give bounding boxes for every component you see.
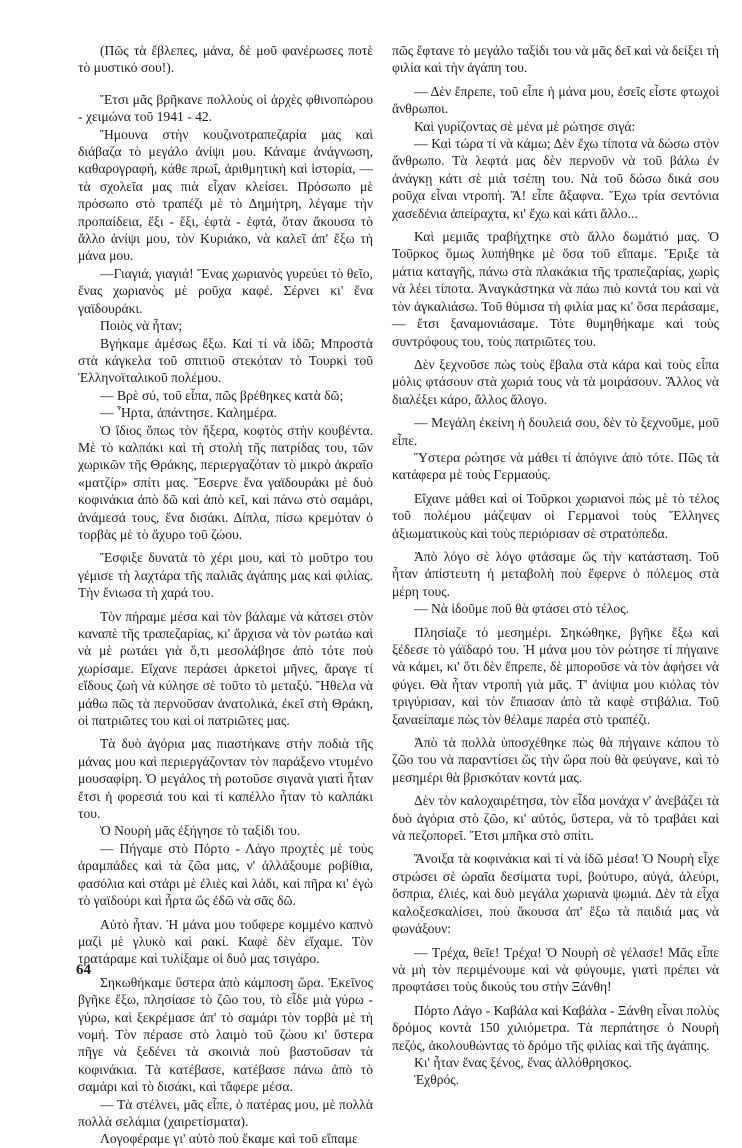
paragraph: Πλησίαζε τὸ μεσημέρι. Σηκώθηκε, βγῆκε ἔξω καὶ ξέδεσε τὸ γάϊδαρό του. Ἡ μάνα μου τὸν ρώτησε τί πήγαινε νὰ κάμει, κι' ὅτι δὲν ἔπρεπε, δὲ μποροῦσε νὰ τὸν ἀφήσει νὰ φύγει. Θὰ ἦταν ντροπὴ γιὰ μᾶς. Τ' ἀνίψια μου κιόλας τὸν τριγύρισαν, καὶ τὸν ἔπιασαν ἀπὸ τὰ καφὲ στιβάλια. Τοῦ ξαναείπαμε πὼς τὸν θέλαμε παρέα στὸ τραπέζι. (392, 624, 719, 727)
paragraph: Καὶ γυρίζοντας σὲ μένα μὲ ρώτησε σιγά: (414, 118, 636, 134)
paragraph: Πόρτο Λάγο - Καβάλα καὶ Καβάλα - Ξάνθη εἶναι πολὺς δρόμος κοντὰ 150 χιλιόμετρα. Τὰ περπάτησε ὁ Νουρὴ πεζός, ἀκολουθώντας τὸ δρόμο τῆς φιλίας καὶ τῆς ἀγάπης. (392, 1002, 719, 1053)
paragraph: Ποιὸς νὰ ἦταν; (100, 318, 183, 334)
paragraph: — Καὶ τώρα τί νὰ κάμω; Δὲν ἔχω τίποτα νὰ δώσω στὸν ἄνθρωπο. Τὰ λεφτά μας δὲν περνοῦν νὰ τοῦ βάλω ἐν ἀνάγκῃ κάτι σὲ μιὰ τσέπη του. Νὰ τοῦ δώσω δικά σου ροῦχα εἶναι ντροπή. Ἄ! εἶπε ἄξαφνα. Ἔχω τρία σεντόνια χασεδένια ἀπείραχτα, κι' ἔχω καὶ κάτι ἄλλο... (392, 136, 719, 221)
page-number: 64 (76, 962, 91, 978)
paragraph: — Δὲν ἔπρεπε, τοῦ εἶπε ἡ μάνα μου, ἐσεῖς εἶστε φτωχοὶ ἄνθρωποι. (392, 83, 719, 117)
paragraph: Ὁ ἴδιος ὅπως τὸν ἤξερα, κοφτὸς στὴν κουβέντα. Μὲ τὸ καλπάκι καὶ τὴ στολὴ τῆς πατρίδας του, τῶν χωρικῶν τῆς Θράκης, περιεργαζόταν τὸ μικρὸ ἀκραῖο «ματζίρ» σπίτι μας. Ἔσερνε ἕνα γαϊδουράκι μὲ δυὸ κοφινάκια ἀπὸ δῶ καὶ ἀπὸ κεῖ, καὶ πάνω στὸ σαμάρι, ἀνάμεσά τους, ἕνα δισάκι. Δίπλα, πίσω κρεμόταν ὁ τορβὰς μὲ τὸ ἄχυρο τοῦ ζώου. (78, 422, 373, 542)
paragraph: Ἄνοιξα τὰ κοφινάκια καὶ τί νὰ ἰδῶ μέσα! Ὁ Νουρὴ εἶχε στρώσει σὲ ὡραῖα δεσίματα τυρί, βούτυρο, αὐγά, ἀλεύρι, ὄσπρια, ἐλιές, καὶ δυὸ μεγάλα χωριανὰ ψωμιά. Δὲν τὰ εἶχα καλοξεσκαλίσει, ποὺ ἄκουσα ἀπ' ἔξω τὰ παιδιά μας νὰ φωνάξουν: (392, 851, 719, 937)
paragraph: Ὁ Νουρὴ μᾶς ἐξήγησε τὸ ταξίδι του. (100, 823, 301, 839)
paragraph: — Τρέχα, θεῖε! Τρέχα! Ὁ Νουρὴ σὲ γέλασε! Μᾶς εἶπε νὰ μὴ τὸν περιμένουμε καὶ νὰ φύγουμε, γιατὶ πρέπει νὰ προφτάσει τοὺς δικούς του στὴν Ξάνθη! (392, 944, 719, 995)
paragraph: Καὶ μεμιᾶς τραβήχτηκε στὸ ἄλλο δωμάτιό μας. Ὁ Τοῦρκος ὅμως λυπήθηκε μὲ ὅσα τοῦ εἴπαμε. Ἔριξε τὰ μάτια καταγῆς, πάνω στὰ πλακάκια τῆς τραπεζαρίας, χωρὶς νὰ λέει τίποτα. Ἀναγκάστηκα νὰ πάω πιὸ κοντά του καὶ νὰ τὸν ἀγκαλιάσω. Τοῦ θύμισα τὴ φιλία μας κι' ὅσα περάσαμε, — ἔτσι ξαναμονιάσαμε. Τότε θυμηθήκαμε καὶ τοὺς συντρόφους του, τοὺς πατριῶτες του. (392, 229, 719, 349)
paragraph: — Νὰ ἰδοῦμε ποῦ θὰ φτάσει στὸ τέλος. (414, 601, 629, 617)
paragraph: Τὰ δυὸ ἀγόρια μας πιαστήκανε στὴν ποδιὰ τῆς μάνας μου καὶ περιεργάζονταν τὸν παράξενο ντυμένο μουσαφίρη. Ὁ μεγάλος τὴ ρωτοῦσε σιγανὰ γιατὶ ἦταν ἔτσι ἡ φορεσιά του καὶ τί καπέλλο ἦταν τὸ καλπάκι του. (78, 736, 373, 822)
paragraph: Αὐτὸ ἦταν. Ἡ μάνα μου τοὔφερε κομμένο καπνὸ μαζὶ μὲ γλυκὸ καὶ ρακί. Καφὲ δὲν εἴχαμε. Τὸν τρατάραμε καὶ τυλίξαμε οἱ δυό μας τσιγάρο. (78, 916, 373, 967)
paragraph: — Τὰ στέλνει, μᾶς εἶπε, ὁ πατέρας μου, μὲ πολλὰ πολλὰ σελάμια (χαιρετίσματα). (78, 1096, 373, 1129)
left-column (78, 42, 373, 1148)
paragraph: Δὲν ξεχνοῦσε πὼς τοὺς ἔβαλα στὰ κάρα καὶ τοὺς εἶπα μόλις φτάσουν στὰ χωριά τους νὰ τὰ μοιράσουν. Ἄλλος νὰ διαλέξει κάρο, ἄλλος ἄλογο. (392, 356, 719, 407)
paragraph: Βγήκαμε ἀμέσως ἔξω. Καί τί νὰ ἰδῶ; Μπροστὰ στὰ κάγκελα τοῦ σπιτιοῦ στεκόταν τὸ Τουρκὶ τοῦ Ἑλληνοϊταλικοῦ πολέμου. (78, 335, 373, 386)
paragraph: Λογοφέραμε γι' αὐτὸ ποὺ ἔκαμε καὶ τοῦ εἴπαμε (100, 1131, 358, 1147)
paragraph: Ἀπὸ τὰ πολλὰ ὑποσχέθηκε πὼς θὰ πήγαινε κάπου τὸ ζῶο του νὰ παραντίσει ὥς τὴν ὥρα ποὺ θὰ φεύγανε, καὶ τὸ μεσημέρι θὰ βρισκόταν κοντά μας. (392, 735, 719, 785)
paragraph: Σηκωθήκαμε ὕστερα ἀπὸ κάμποση ὥρα. Ἐκεῖνος βγῆκε ἔξω, πλησίασε τὸ ζῶο του, τὸ εἶδε μιὰ γύρω - γύρω, καὶ ξεκρέμασε ἀπ' τὸ σαμάρι τὸν τορβὰ μὲ τὴ νομή. Τὸν πέρασε στὸ λαιμὸ τοῦ ζώου κι' ὕστερα πῆγε νὰ ξεδένει τὰ σκοινιὰ ποὺ βαστοῦσαν τὰ κοφινάκια. Τὰ κατέβασε, κατέβασε πάνω ἀπὸ τὸ σαμάρι καὶ τὸ δισάκι, καὶ τἄφερε μέσα. (78, 974, 373, 1095)
paragraph: πῶς ἔφτανε τὸ μεγάλο ταξίδι του νὰ μᾶς δεῖ καὶ νὰ δείξει τὴ φιλία καὶ τὴν ἀγάπη του. (392, 43, 719, 76)
paragraph: — Μεγάλη ἐκείνη ἡ δουλειά σου, δὲν τὸ ξεχνοῦμε, μοῦ εἶπε. (392, 415, 719, 448)
paragraph: —Γιαγιά, γιαγιά! Ἕνας χωριανὸς γυρεύει τὸ θεῖο, ἕνας χωριανὸς μὲ ροῦχα καφέ. Σέρνει κι' ἕνα γαϊδουράκι. (78, 265, 373, 316)
paragraph: Κι' ἦταν ἕνας ξένος, ἕνας ἀλλόθρησκος. (414, 1054, 632, 1070)
paragraph: — Πήγαμε στὸ Πόρτο - Λάγο προχτὲς μὲ τοὺς ἀραμπάδες καὶ τὰ ζῶα μας, ν' ἀλλάξουμε ροβίθια, φασόλια καὶ στάρι μὲ ἐλιὲς καὶ λάδι, καὶ πῆρα κι' ἐγὼ τὸ γαϊδούρι καὶ ἦρτα ὥς ἐδῶ νὰ σᾶς δῶ. (78, 840, 373, 909)
paragraph: — Βρὲ σύ, τοῦ εἶπα, πῶς βρέθηκες κατὰ δῶ; (100, 387, 344, 403)
paragraph: Τὸν πήραμε μέσα καὶ τὸν βάλαμε νὰ κάτσει στὸν καναπὲ τῆς τραπεζαρίας, κι' ἄρχισα νὰ τὸν ρωτάω καὶ νὰ μὲ ρωτάει γιὰ ὅ,τι μεσολάβησε ἀπὸ τότε ποὺ χωρίσαμε. Εἴχανε περάσει ἀρκετοὶ μῆνες, ἄραγε τί εἴδους ζωὴ νὰ κύλησε σὲ τοῦτο τὸ μεταξύ. Ἤθελα νὰ μάθω πῶς τὰ περνοῦσαν ἀνατολικά, ἐκεῖ στὴ Θράκη, οἱ πατριῶτες του καὶ οἱ πατριῶτες μας. (78, 608, 373, 729)
paragraph: Ἀπὸ λόγο σὲ λόγο φτάσαμε ὥς τὴν κατάσταση. Τοῦ ἦταν ἀπίστευτη ἡ μεταβολὴ ποὺ ἔφερνε ὁ πόλεμος στὰ μέρη τους. (392, 548, 719, 599)
paragraph: Ἔσφιξε δυνατὰ τὸ χέρι μου, καὶ τὸ μοῦτρο του γέμισε τὴ λαχτάρα τῆς παλιᾶς ἀγάπης μας καὶ φιλίας. Τὴν ἔνιωσα τὴ χαρά του. (78, 550, 373, 601)
paragraph: Δὲν τὸν καλοχαιρέτησα, τὸν εἶδα μονάχα ν' ἀνεβάζει τὰ δυὸ ἀγόρια στὸ ζῶο, κι' αὐτός, ὕστερα, νὰ τὸ τραβάει καὶ νὰ πεζοπορεῖ. Ἔτσι μπῆκα στὸ σπίτι. (392, 793, 719, 844)
right-column (392, 42, 719, 1089)
paragraph: — Ἦρτα, ἀπάντησε. Καλημέρα. (100, 405, 277, 421)
paragraph: Ὕστερα ρώτησε νὰ μάθει τί ἀπόγινε ἀπὸ τότε. Πῶς τὰ κατάφερα μὲ τοὺς Γερμαούς. (392, 449, 719, 483)
paragraph: Ἥμουνα στὴν κουζινοτραπεζαρία μας καὶ διάβαζα τὸ μεγάλο ἀνίψι μου. Κάναμε ἀνάγνωση, καθαρογραφή, κάθε πρωΐ, ἀριθμητικὴ καὶ ἱστορία, — τὰ σχολεῖα μας πιὰ εἶχαν κλείσει. Πρόσωπο μὲ πρόσωπο στὸ τραπέζι μὲ τὸ Δημήτρη, λέγαμε τὴν προπαίδεια, ἔξι - ἔξι, ἑφτὰ - ἑφτά, ὅταν ἄκουσα τὸ ἄλλο ἀνίψι μου, τὸν Κυριάκο, νὰ καλεῖ ἀπ' ἔξω τὴ μάνα μου. (78, 126, 373, 264)
paragraph: (Πῶς τὰ ἔβλεπες, μάνα, δὲ μοῦ φανέρωσες ποτὲ τὸ μυστικό σου!). (78, 43, 373, 76)
paragraph: Εἴχανε μάθει καὶ οἱ Τοῦρκοι χωριανοὶ πὼς μὲ τὸ τέλος τοῦ πολέμου μάζεψαν οἱ Γερμανοὶ τοὺς Ἕλληνες ἀξιωματικοὺς καὶ τοὺς περιόρισαν σὲ στρατόπεδα. (392, 490, 719, 541)
paragraph: Ἔτσι μᾶς βρῆκανε πολλοὺς οἱ ἀρχὲς φθινοπώρου - χειμώνα τοῦ 1941 - 42. (78, 91, 373, 125)
paragraph: Ἐχθρός. (414, 1072, 460, 1088)
